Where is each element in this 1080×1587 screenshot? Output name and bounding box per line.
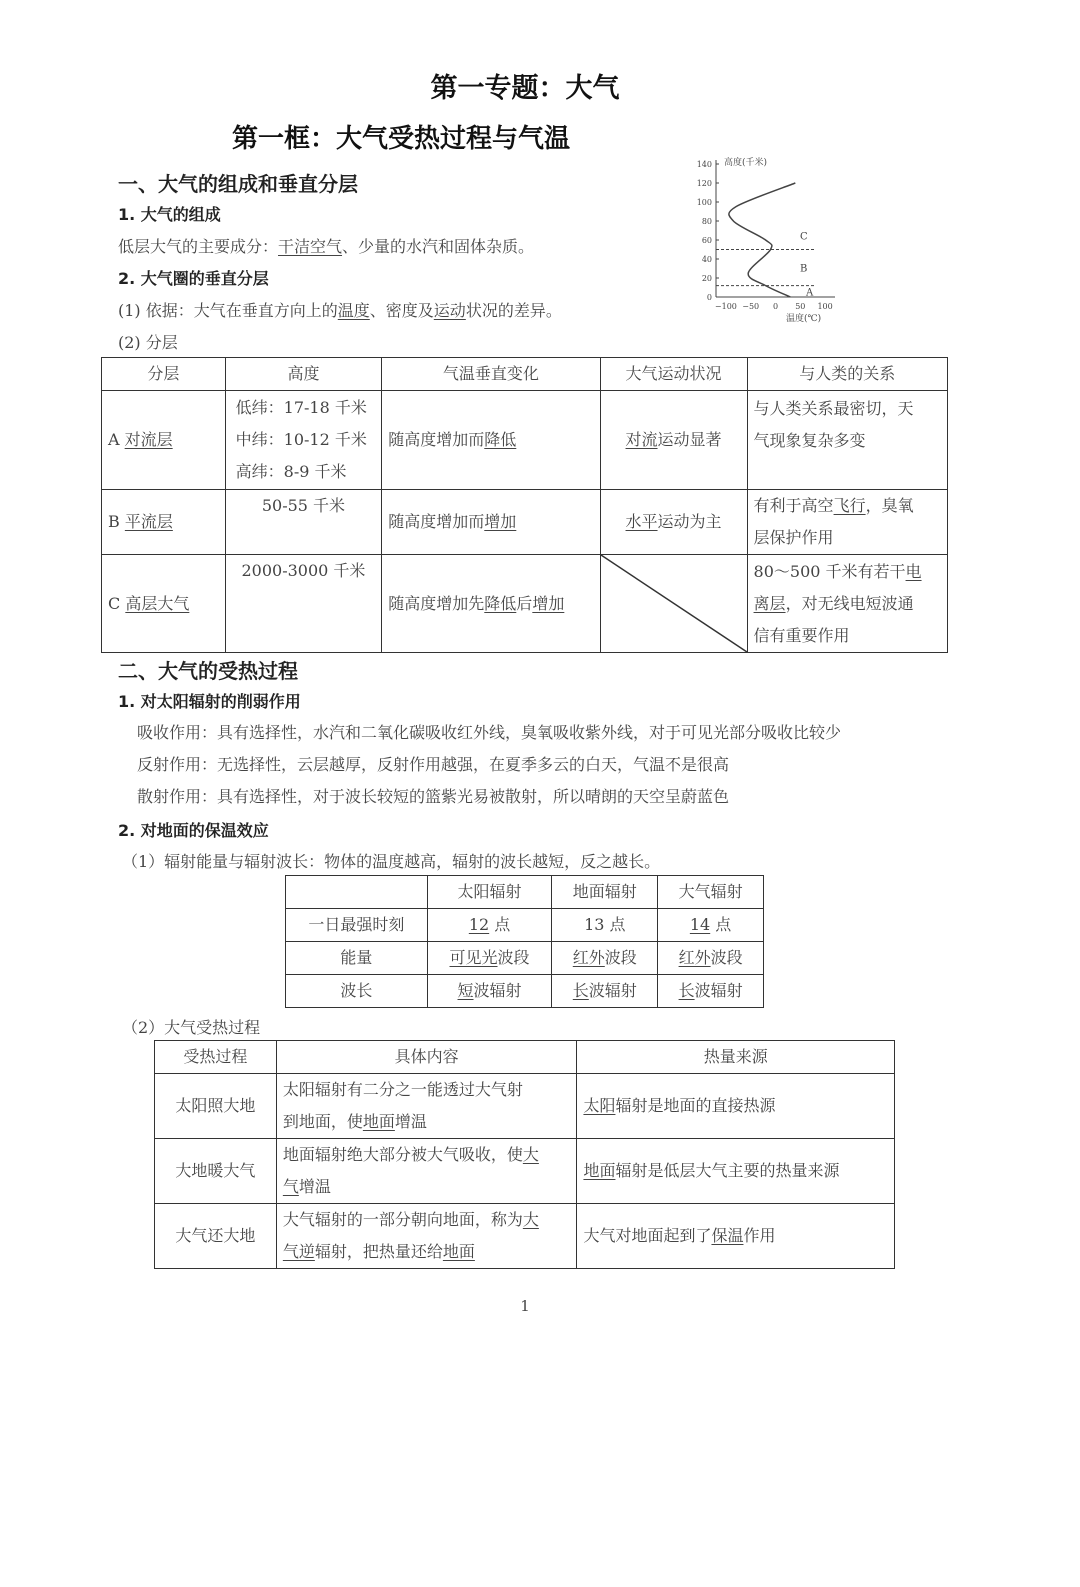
table-row-troposphere [102,391,948,490]
atm-cell [658,942,764,975]
header-temp-change: 气温垂直变化 [382,358,600,391]
page-title: 第一专题：大气 [430,73,620,104]
height-value: 50-55 千米 [261,496,346,515]
heating-row-earth-atmosphere [155,1139,895,1204]
section-1-heading: 一、大气的组成和垂直分层 [118,172,358,196]
header-atmospheric-radiation: 大气辐射 [658,876,764,909]
temp-prefix: 随高度增加先 [388,593,485,613]
chart-ylabel: 高度(千米) [724,158,768,168]
basis-answer-temperature: 温度 [337,301,370,320]
solar-answer: 可见光 [449,948,498,967]
content-answer-a: 大 [522,1145,539,1164]
reflection-text: 反射作用：无选择性，云层越厚，反射作用越强，在夏季多云的白天，气温不是很高 [137,755,730,774]
process-cell: 大地暖大气 [155,1139,277,1204]
diagonal-strike [601,555,747,652]
y-tick-label: 140 [696,160,712,169]
temp-prefix: 随高度增加而 [388,512,485,531]
relation-answer-a: 电 [905,561,922,581]
y-tick-label: 0 [706,293,712,302]
atm-answer: 红外 [678,948,711,967]
layer-name: 高层大气 [125,593,190,613]
content-line-2 [283,1236,571,1268]
atm-answer: 14 [689,915,711,934]
temp-mid: 后 [516,593,533,613]
radiation-header-row [286,876,764,909]
header-content: 具体内容 [276,1041,577,1074]
header-solar-radiation: 太阳辐射 [427,876,552,909]
radiation-wavelength-text: （1）辐射能量与辐射波长：物体的温度越高，辐射的波长越短，反之越长。 [122,852,661,871]
atm-suffix: 波段 [710,948,743,967]
solar-cell [427,975,552,1008]
ground-cell [552,942,658,975]
height-cell [225,555,382,653]
source-cell [577,1139,895,1204]
height-value: 2000-3000 千米 [241,561,366,580]
motion-suffix: 运动显著 [657,430,722,449]
temperature-curve [729,183,795,297]
ground-answer: 红外 [572,948,605,967]
relation-suffix: ，臭氧 [865,496,914,515]
motion-answer: 对流 [625,430,658,449]
relation-prefix: 有利于高空 [753,496,834,515]
content-prefix: 地面辐射绝大部分被大气吸收，使 [282,1145,523,1164]
layer-name: 平流层 [124,512,173,531]
content-prefix: 大气辐射的一部分朝向地面，称为 [282,1210,523,1229]
x-tick-label: 100 [817,302,833,311]
row-label: 波长 [286,975,428,1008]
content-prefix: 到地面，使 [282,1112,363,1131]
content-line-1: 太阳辐射有二分之一能透过大气射 [282,1080,523,1099]
solar-suffix: 波辐射 [473,981,522,1000]
relation-line-2 [754,588,941,620]
heating-process-label: （2）大气受热过程 [122,1018,261,1037]
y-tick-label: 60 [701,236,712,245]
header-process: 受热过程 [155,1041,277,1074]
heating-row-atmosphere-earth [155,1204,895,1269]
atm-answer: 长 [678,981,695,1000]
content-answer: 地面 [362,1112,395,1131]
relation-line-1: 与人类关系最密切，天 [753,399,914,418]
motion-answer: 水平 [625,512,658,531]
content-line-1 [283,1204,571,1236]
content-mid: 辐射，把热量还给 [314,1242,443,1261]
radiation-row-peak-time [286,909,764,942]
subsection-2-1-heading: 1. 对太阳辐射的削弱作用 [118,692,301,711]
content-line-2 [283,1106,571,1138]
subsection-2-2-heading: 2. 对地面的保温效应 [118,821,269,840]
radiation-row-energy [286,942,764,975]
relation-line-3: 信有重要作用 [753,625,850,645]
solar-answer: 12 [468,915,490,934]
layer-cell [102,391,226,490]
temp-prefix: 随高度增加而 [388,430,485,449]
solar-answer: 短 [457,981,474,1000]
relation-prefix: 80～500 千米有若干 [753,561,906,581]
page-number: 1 [520,1297,530,1315]
basis-part-c: 状况的差异。 [465,301,562,320]
height-cell [225,391,382,490]
ground-suffix: 波辐射 [588,981,637,1000]
subsection-1-2-heading: 2. 大气圈的垂直分层 [118,269,269,288]
y-tick-label: 20 [701,274,712,283]
y-tick-label: 100 [696,198,712,207]
row-label: 一日最强时刻 [286,909,428,942]
layer-letter: B [108,512,125,531]
page-subtitle: 第一框：大气受热过程与气温 [232,124,571,154]
subsection-1-1-heading: 1. 大气的组成 [118,205,221,224]
atmosphere-temperature-chart [690,152,840,324]
source-prefix: 大气对地面起到了 [583,1226,712,1245]
relation-cell [747,555,947,653]
ground-cell: 13 点 [552,909,658,942]
content-cell [276,1204,577,1269]
layer-letter: A [108,430,125,449]
layer-label-c: C [800,231,808,243]
basis-answer-motion: 运动 [433,301,466,320]
content-answer-a: 大 [522,1210,539,1229]
ground-suffix: 波段 [604,948,637,967]
composition-text [118,234,534,257]
header-height: 高度 [225,358,382,391]
content-answer-b: 气 [282,1177,299,1196]
source-answer: 太阳 [583,1096,616,1115]
table-row-stratosphere [102,490,948,555]
motion-suffix: 运动为主 [657,512,722,531]
header-heat-source: 热量来源 [577,1041,895,1074]
temp-answer-2: 增加 [532,593,565,613]
header-layer: 分层 [102,358,226,391]
temp-answer-1: 降低 [484,593,517,613]
process-cell: 大气还大地 [155,1204,277,1269]
x-tick-label: −100 [714,302,737,311]
layer-table [101,357,948,653]
relation-answer-b: 离层 [753,593,786,613]
solar-suffix: 点 [489,915,511,934]
temp-answer: 降低 [484,430,517,449]
source-cell [577,1204,895,1269]
y-tick-label: 120 [696,179,712,188]
solar-suffix: 波段 [497,948,530,967]
x-tick-label: 0 [772,302,779,311]
layer-name: 对流层 [124,430,173,449]
solar-cell [427,909,552,942]
source-answer: 保温 [711,1226,744,1245]
heating-table [154,1040,895,1269]
layer-label-a: A [806,287,814,299]
layer-table-header-row [102,358,948,391]
temp-cell [382,391,600,490]
content-answer-b: 气逆 [282,1242,315,1261]
composition-answer: 干洁空气 [278,237,343,256]
chart-xlabel: 温度(℃) [786,314,822,324]
atm-cell [658,975,764,1008]
motion-cell [600,391,747,490]
relation-cell [747,391,947,490]
temp-cell [382,490,600,555]
process-cell: 太阳照大地 [155,1074,277,1139]
composition-suffix: 、少量的水汽和固体杂质。 [342,237,535,256]
content-suffix: 增温 [394,1112,427,1131]
content-line-1 [283,1139,571,1171]
absorption-text: 吸收作用：具有选择性，水汽和二氧化碳吸收红外线，臭氧吸收紫外线，对于可见光部分吸收比较少 [137,723,842,742]
source-answer: 地面 [583,1161,616,1180]
layer-letter: C [108,593,126,613]
ground-cell [552,975,658,1008]
chart-x-ticks [715,302,833,311]
scattering-text: 散射作用：具有选择性，对于波长较短的篮紫光易被散射，所以晴朗的天空呈蔚蓝色 [137,787,730,806]
heating-header-row [155,1041,895,1074]
radiation-header-empty [286,876,428,909]
basis-part-a: (1) 依据：大气在垂直方向上的 [118,301,338,320]
relation-cell [747,490,947,555]
source-cell [577,1074,895,1139]
motion-cell-empty [600,555,747,653]
height-high-lat: 高纬：8-9 千米 [235,462,347,481]
source-suffix: 辐射是地面的直接热源 [615,1096,776,1115]
heating-row-sun-earth [155,1074,895,1139]
layer-cell [102,490,226,555]
relation-line-1 [754,556,941,588]
composition-prefix: 低层大气的主要成分： [118,237,279,256]
basis-part-b: 、密度及 [369,301,434,320]
content-suffix: 增温 [298,1177,331,1196]
y-tick-label: 40 [701,255,712,264]
relation-line-1 [754,490,941,522]
source-suffix: 辐射是低层大气主要的热量来源 [615,1161,840,1180]
section-2-heading: 二、大气的受热过程 [118,659,298,683]
radiation-table [285,875,764,1008]
content-cell [276,1139,577,1204]
motion-cell [600,490,747,555]
content-answer-c: 地面 [442,1242,475,1261]
layering-label: (2) 分层 [118,333,178,352]
temp-answer: 增加 [484,512,517,531]
content-cell [276,1074,577,1139]
atm-cell [658,909,764,942]
temp-cell [382,555,600,653]
header-ground-radiation: 地面辐射 [552,876,658,909]
x-tick-label: −50 [742,302,760,311]
basis-text [118,298,562,321]
relation-suffix: ，对无线电短波通 [785,593,914,613]
atm-suffix: 点 [710,915,732,934]
relation-answer: 飞行 [833,496,866,515]
row-label: 能量 [286,942,428,975]
ground-answer: 长 [572,981,589,1000]
height-low-lat: 低纬：17-18 千米 [235,398,367,417]
relation-line-2: 层保护作用 [753,528,834,547]
header-motion: 大气运动状况 [600,358,747,391]
height-mid-lat: 中纬：10-12 千米 [235,430,367,449]
layer-label-b: B [800,263,808,275]
source-suffix: 作用 [743,1226,776,1245]
atm-suffix: 波辐射 [694,981,743,1000]
radiation-row-wavelength [286,975,764,1008]
x-tick-label: 50 [795,302,806,311]
content-line-2 [283,1171,571,1203]
layer-cell [102,555,226,653]
table-row-upper-atmosphere [102,555,948,653]
solar-cell [427,942,552,975]
y-tick-label: 80 [701,217,712,226]
height-cell [225,490,382,555]
header-human-relation: 与人类的关系 [747,358,947,391]
relation-line-2: 气现象复杂多变 [753,431,866,450]
